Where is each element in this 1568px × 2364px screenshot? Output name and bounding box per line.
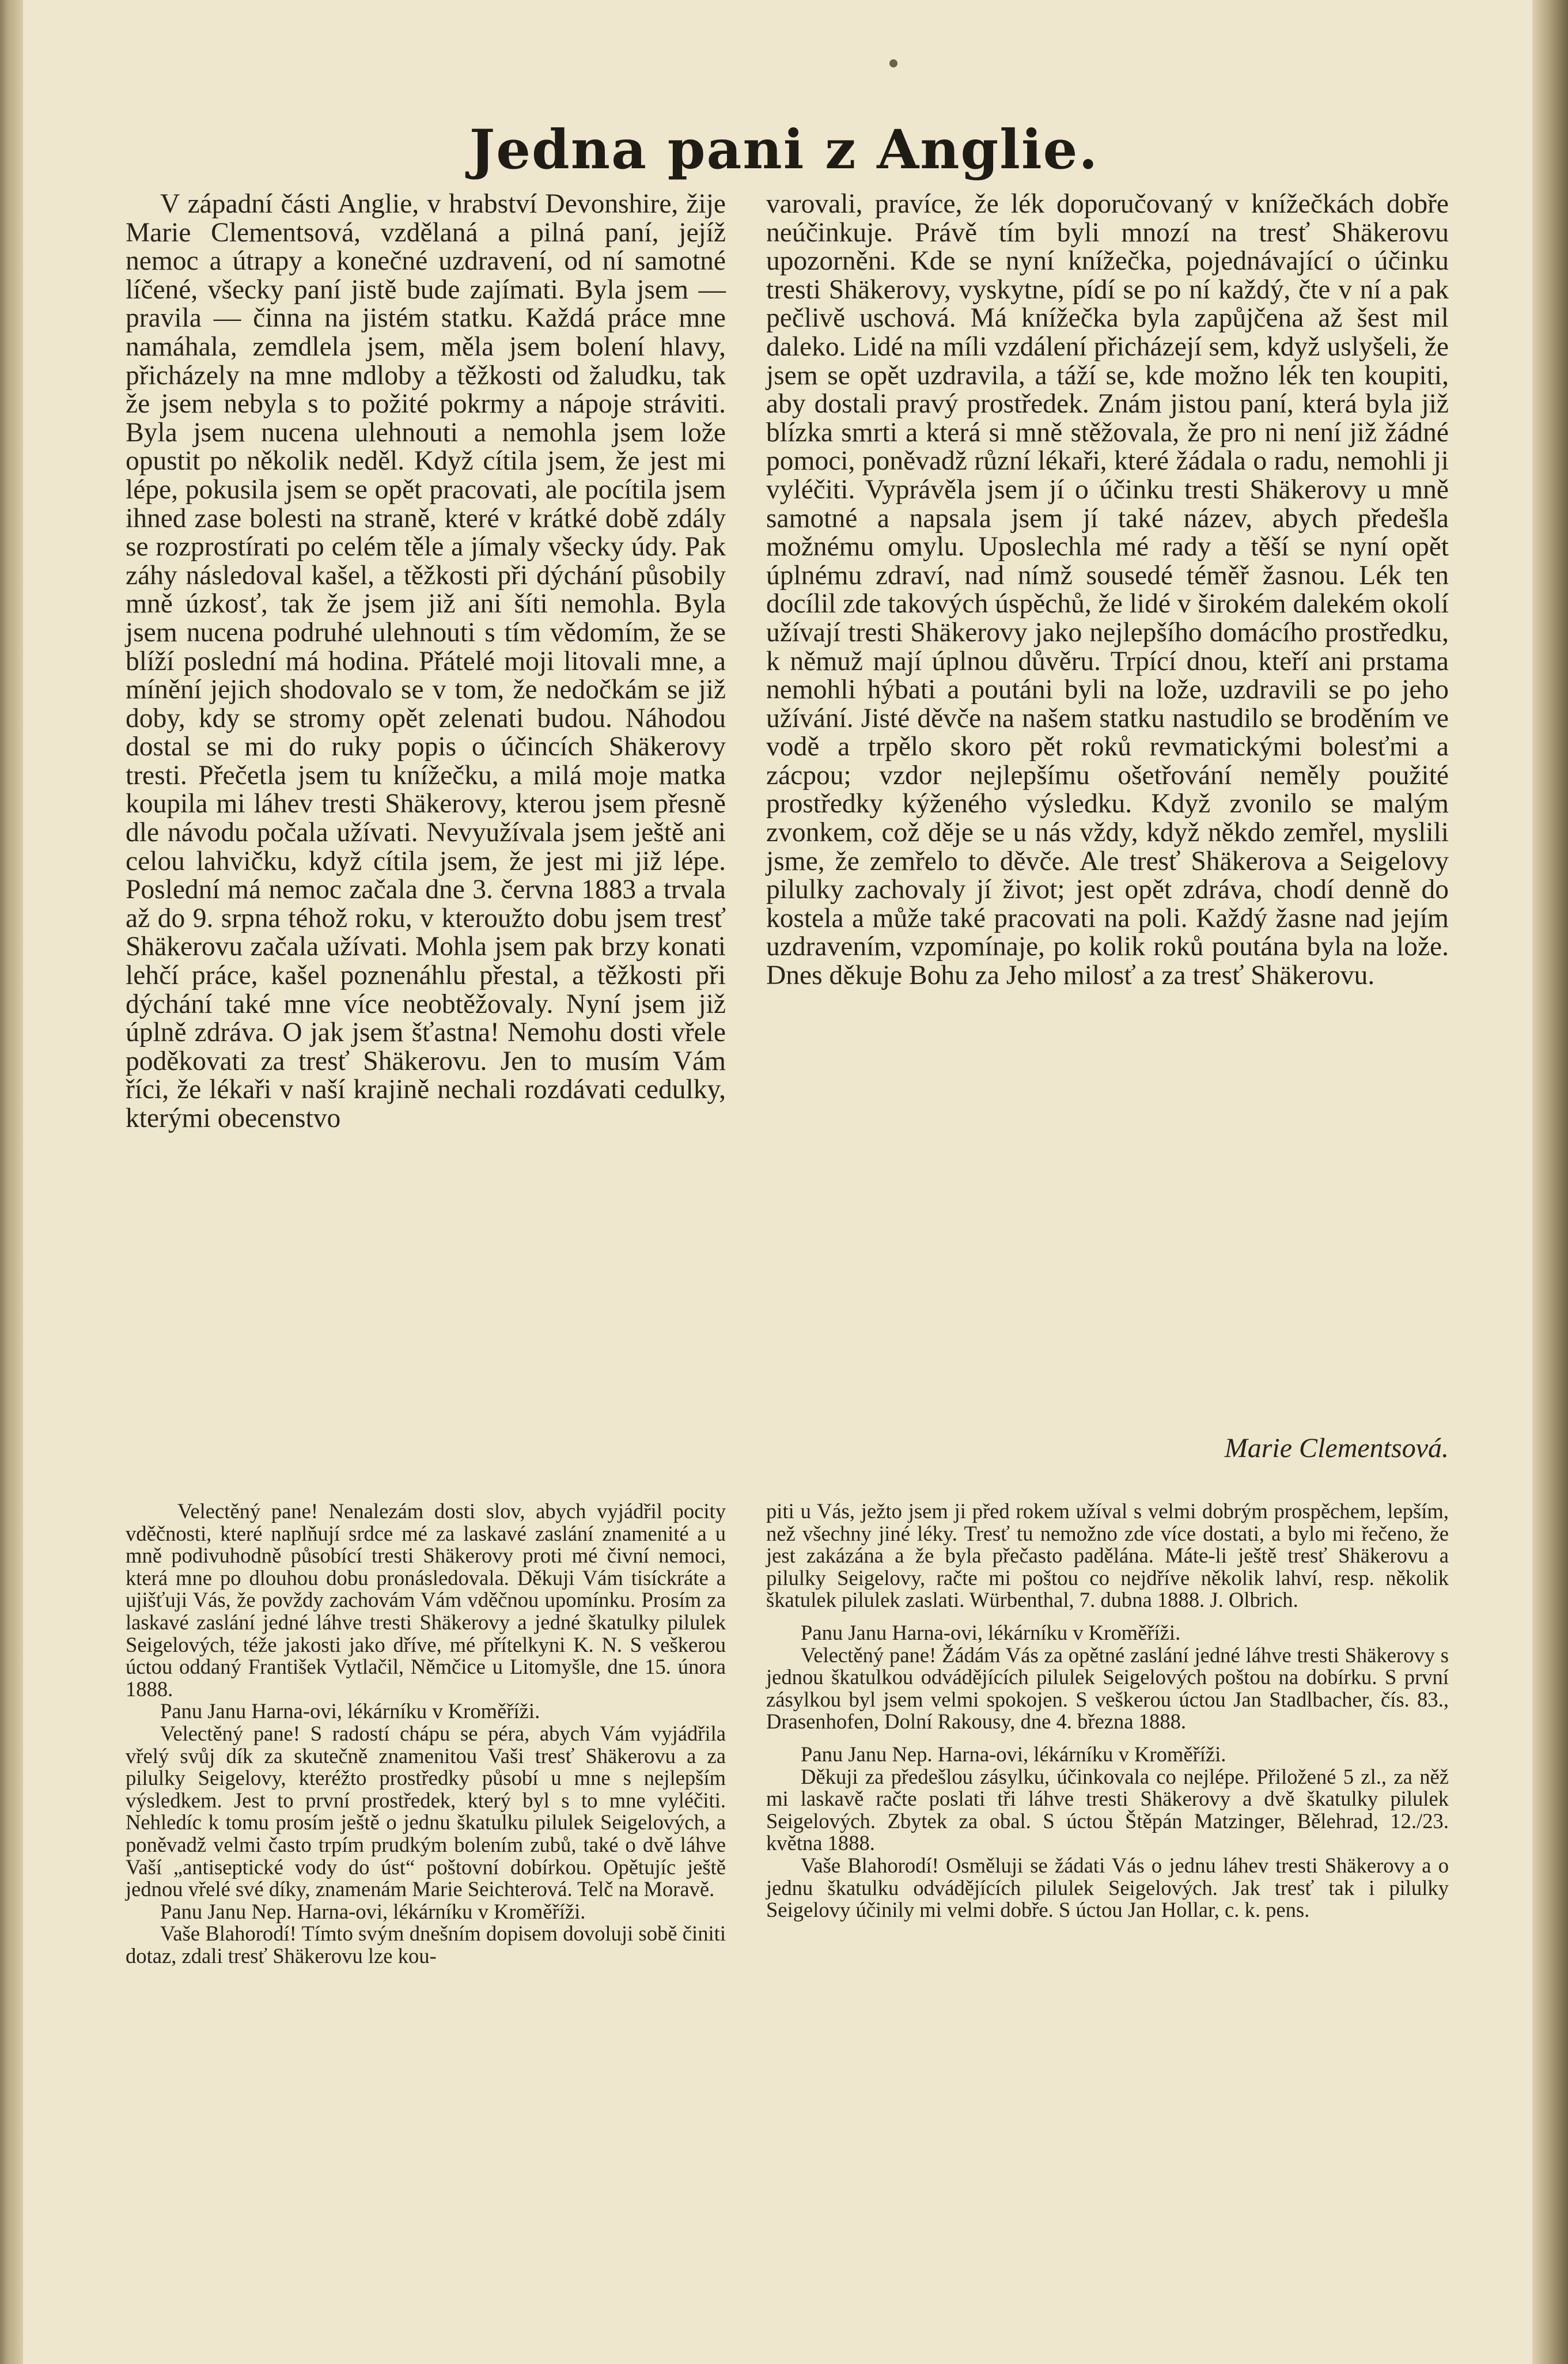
letter-text: Velectěný pane! S radostí chápu se péra, abych Vám vyjádřila vřelý svůj dík za skutečně znamenitou Vaši tresť Shäkerovu a za pilulky Seigelovy, kteréžto prostředky působí u mne s nejlepším výsledkem. Jest to první prostředek, který byl s to mne vyléčiti. Nehledíc k tomu prosím ještě o jednu škatulku pilulek Seigelových, a poněvadž velmi často trpím prudkým bolením zubů, také o dvě láhve Vaší „antiseptické vody do úst“ poštovní dobírkou. Opětujíc ještě jednou vřelé své díky, znamenám Marie Seichterová. Telč na Moravě. bbox=[126, 1721, 726, 1901]
article-column-left bbox=[126, 190, 726, 1133]
letters-column-left bbox=[126, 1500, 726, 1967]
letter-address: Panu Janu Nep. Harna-ovi, lékárníku v Kroměříži. bbox=[160, 1899, 586, 1923]
letter-address: Panu Janu Harna-ovi, lékárníku v Kroměříži. bbox=[160, 1699, 540, 1723]
letter-address: Panu Janu Nep. Harna-ovi, lékárníku v Kroměříži. bbox=[801, 1742, 1226, 1766]
letter-text: Velectěný pane! Nenalezám dosti slov, abych vyjádřil pocity vděčnosti, které naplňují srdce mé za laskavé zaslání znamenité a u mně podivuhodně působící tresti Shäkerovy proti mé čivní nemoci, která mne po dlouhou dobu pronásledovala. Děkuji Vám tisíckráte a ujišťuji Vás, že povždy zachovám Vám vděčnou upomínku. Prosím za laskavé zaslání jedné láhve tresti Shäkerovy a jedné škatulky pilulek Seigelových, téže jakosti jako dříve, mé přítelkyni K. N. S veškerou úctou oddaný František Vytlačil, Němčice u Litomyšle, dne 15. února 1888. bbox=[126, 1499, 726, 1701]
letter-text: piti u Vás, ježto jsem ji před rokem užíval s velmi dobrým prospěchem, lepším, než všechny jiné léky. Tresť tu nemožno zde více dostati, a bylo mi řečeno, že jest zakázána a že byla přečasto padělána. Máte-li ještě tresť Shäkerovu a pilulky Seigelovy, račte mi poštou co nejdříve několik lahví, resp. několik škatulek pilulek zaslati. Würbenthal, 7. dubna 1888. J. Olbrich. bbox=[766, 1499, 1449, 1612]
author-signature: Marie Clementsová. bbox=[1224, 1433, 1449, 1463]
letters-column-right bbox=[766, 1500, 1449, 1922]
letter-text: Velectěný pane! Žádám Vás za opětné zaslání jedné láhve tresti Shäkerovy s jednou škatulkou odvádějících pilulek Seigelových poštou na dobírku. S první zásylkou byl jsem velmi spokojen. S veškerou úctou Jan Stadlbacher, čís. 83., Drasenhofen, Dolní Rakousy, dne 4. března 1888. bbox=[766, 1643, 1449, 1734]
page-title: Jedna pani z Anglie. bbox=[469, 118, 1099, 181]
letter-text: Vaše Blahorodí! Osměluji se žádati Vás o jednu láhev tresti Shäkerovy a o jednu škatulku odvádějících pilulek Seigelových. Jak tresť tak i pilulky Seigelovy účinily mi velmi dobře. S úctou Jan Hollar, c. k. pens. bbox=[766, 1853, 1449, 1922]
ink-spot bbox=[889, 59, 897, 67]
article-paragraph: V západní části Anglie, v hrabství Devonshire, žije Marie Clementsová, vzdělaná a pilná paní, jejíž nemoc a útrapy a konečné uzdravení, od ní samotné líčené, všecky paní jistě bude zajímati. Byla jsem — pravila — činna na jistém statku. Každá práce mne namáhala, zemdlela jsem, měla jsem bolení hlavy, přicházely na mne mdloby a těžkosti od žaludku, tak že jsem nebyla s to požité pokrmy a nápoje stráviti. Byla jsem nucena ulehnouti a nemohla jsem lože opustit po několik neděl. Když cítila jsem, že jest mi lépe, pokusila jsem se opět pracovati, ale pocítila jsem ihned zase bolesti na straně, které v krátké době zdály se rozprostírati po celém těle a jímaly všecky údy. Pak záhy následoval kašel, a těžkosti při dýchání působily mně úzkosť, tak že jsem již ani šíti nemohla. Byla jsem nucena podruhé ulehnouti s tím vědomím, že se blíží poslední má hodina. Přátelé moji litovali mne, a mínění jejich shodovalo se v tom, že nedočkám se již doby, kdy se stromy opět zelenati budou. Náhodou dostal se mi do ruky popis o účincích Shäkerovy tresti. Přečetla jsem tu knížečku, a milá moje matka koupila mi láhev tresti Shäkerovy, kterou jsem přesně dle návodu počala užívati. Nevyužívala jsem ještě ani celou lahvičku, když cítila jsem, že jest mi již lépe. Poslední má nemoc začala dne 3. června 1883 a trvala až do 9. srpna téhož roku, v kteroužto dobu jsem tresť Shäkerovu začala užívati. Mohla jsem pak brzy konati lehčí práce, kašel poznenáhlu přestal, a těžkosti při dýchání také mne více neobtěžovaly. Nyní jsem již úplně zdráva. O jak jsem šťastna! Nemohu dosti vřele poděkovati za tresť Shäkerovu. Jen to musím Vám říci, že lékaři v naší krajině nechali rozdávati cedulky, kterými obecenstvo bbox=[126, 189, 726, 1133]
letter-address: Panu Janu Harna-ovi, lékárníku v Kroměříži. bbox=[801, 1620, 1181, 1644]
letter-text: Vaše Blahorodí! Tímto svým dnešním dopisem dovoluji sobě činiti dotaz, zdali tresť Shäkerovu lze kou- bbox=[126, 1922, 726, 1968]
page-fore-edge bbox=[1532, 0, 1568, 2364]
article-column-right bbox=[766, 190, 1449, 990]
letter-text: Děkuji za předešlou zásylku, účinkovala co nejlépe. Přiložené 5 zl., za něž mi laskavě račte poslati tři láhve tresti Shäkerovy a dvě škatulky pilulek Seigelových. Zbytek za obal. S úctou Štěpán Matzinger, Bělehrad, 12./23. května 1888. bbox=[766, 1764, 1449, 1855]
page-binding-edge bbox=[0, 0, 23, 2364]
article-paragraph: varovali, pravíce, že lék doporučovaný v knížečkách dobře neúčinkuje. Právě tím byli mnozí na tresť Shäkerovu upozorněni. Kde se nyní knížečka, pojednávající o účinku tresti Shäkerovy, vyskytne, pídí se po ní každý, čte v ní a pak pečlivě uschová. Má knížečka byla zapůjčena až šest mil daleko. Lidé na míli vzdálení přicházejí sem, když uslyšeli, že jsem se opět uzdravila, a táží se, kde možno lék ten koupiti, aby dostali pravý prostředek. Znám jistou paní, která byla již blízka smrti a která si mně stěžovala, že pro ni není již žádné pomoci, poněvadž různí lékaři, které žádala o radu, nemohli ji vyléčiti. Vyprávěla jsem jí o účinku tresti Shäkerovy u mně samotné a napsala jsem jí také název, abych předešla možnému omylu. Uposlechla mé rady a těší se nyní opět úplnému zdraví, nad nímž sousedé téměř žasnou. Lék ten docílil zde takových úspěchů, že lidé v širokém dalekém okolí užívají tresti Shäkerovy jako nejlepšího domácího prostředku, k němuž mají úplnou důvěru. Trpící dnou, kteří ani prstama nemohli hýbati a poutáni byli na lože, uzdravili se po jeho užívání. Jisté děvče na našem statku nastudilo se broděním ve vodě a trpělo skoro pět roků revmatickými bolesťmi a zácpou; vzdor nejlepšímu ošetřování neměly použité prostředky kýženého výsledku. Když zvonilo se malým zvonkem, což děje se u nás vždy, když někdo zemřel, myslili jsme, že zemřelo to děvče. Ale tresť Shäkerova a Seigelovy pilulky zachovaly jí život; jest opět zdráva, chodí denně do kostela a může také pracovati na poli. Každý žasne nad jejím uzdravením, vzpomínaje, po kolik roků poutána byla na lože. Dnes děkuje Bohu za Jeho milosť a za tresť Shäkerovu. bbox=[766, 189, 1449, 991]
